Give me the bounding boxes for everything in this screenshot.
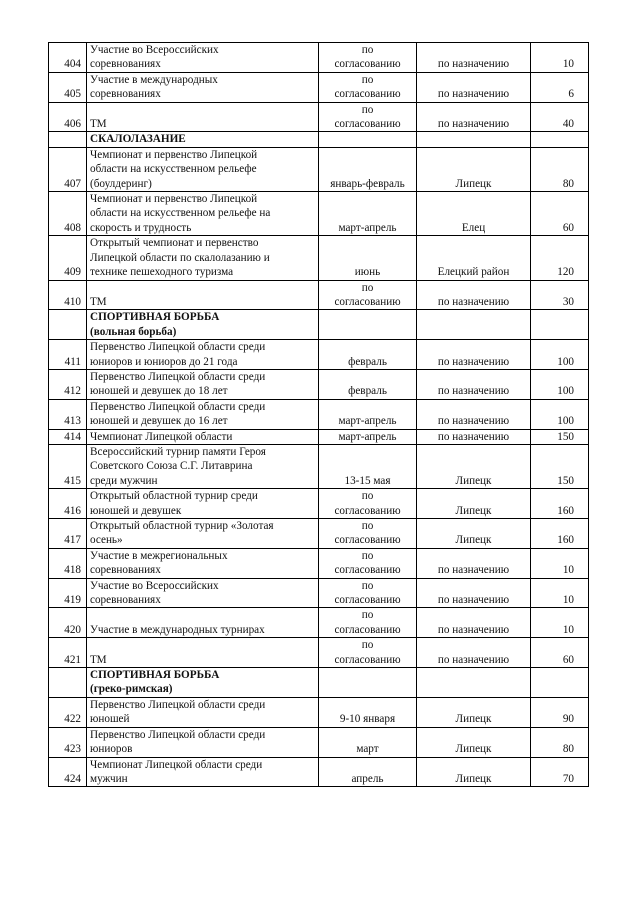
event-date [319, 429, 417, 444]
event-date [319, 102, 417, 132]
event-name-line: юношей [90, 713, 130, 726]
event-place: по назначению [417, 72, 531, 102]
row-number: 405 [49, 72, 87, 102]
row-number: 406 [49, 102, 87, 132]
table-row [49, 280, 589, 310]
event-date [319, 399, 417, 429]
table-row [49, 578, 589, 608]
table-row [49, 444, 589, 488]
event-name [87, 192, 319, 236]
event-name-line: ТМ [90, 118, 107, 131]
row-number: 404 [49, 43, 87, 73]
event-date [319, 697, 417, 727]
participants-count: 40 [531, 102, 589, 132]
event-date-line: 13-15 мая [344, 474, 391, 487]
event-name [87, 310, 319, 340]
row-number: 414 [49, 429, 87, 444]
event-place: Липецк [417, 147, 531, 191]
event-name [87, 429, 319, 444]
event-name-line: Участие во Всероссийских [90, 44, 219, 56]
event-name-line: ТМ [90, 295, 107, 308]
event-date-line: март-апрель [338, 415, 397, 428]
event-date-line: согласованию [334, 564, 401, 577]
event-date-line: по [361, 73, 374, 86]
event-name [87, 668, 319, 698]
event-date-line: апрель [351, 772, 384, 785]
participants-count: 10 [531, 548, 589, 578]
event-place: Липецк [417, 727, 531, 757]
event-name-line: Первенство Липецкой области среди [90, 341, 266, 354]
event-place: Липецк [417, 489, 531, 519]
event-name-line: юношей и девушек до 16 лет [90, 415, 228, 428]
row-number: 422 [49, 697, 87, 727]
event-date [319, 43, 417, 73]
event-name-line: области на искусственном рельефе [90, 163, 257, 176]
event-name-line: Первенство Липецкой области среди [90, 698, 266, 711]
participants-count: 160 [531, 489, 589, 519]
event-name-line: ТМ [90, 653, 107, 666]
event-name-line: Участие в межрегиональных [90, 549, 228, 562]
event-date-line: июнь [354, 266, 381, 279]
event-name-line: юниоров [90, 743, 133, 756]
table-row [49, 43, 589, 73]
event-name-line: юношей и девушек до 18 лет [90, 385, 228, 398]
event-date-line: март [356, 743, 379, 756]
table-row [49, 102, 589, 132]
event-name [87, 444, 319, 488]
event-date [319, 280, 417, 310]
event-name [87, 608, 319, 638]
event-name [87, 519, 319, 549]
event-name-line: Чемпионат и первенство Липецкой [90, 148, 258, 161]
table-row [49, 548, 589, 578]
event-name [87, 72, 319, 102]
row-number: 418 [49, 548, 87, 578]
event-place: по назначению [417, 280, 531, 310]
event-date [319, 72, 417, 102]
participants-count: 120 [531, 236, 589, 280]
event-date [319, 192, 417, 236]
event-date-line: согласованию [334, 295, 401, 308]
participants-count: 100 [531, 340, 589, 370]
table-row [49, 519, 589, 549]
event-name [87, 399, 319, 429]
event-date-line: согласованию [334, 534, 401, 547]
event-name [87, 578, 319, 608]
table-row [49, 369, 589, 399]
event-date [319, 757, 417, 787]
row-number: 410 [49, 280, 87, 310]
event-name-line: соревнованиях [90, 594, 161, 607]
event-name-line: (боулдеринг) [90, 177, 152, 190]
participants-count: 160 [531, 519, 589, 549]
event-date-line: согласованию [334, 118, 401, 131]
participants-count: 30 [531, 280, 589, 310]
table-row [49, 399, 589, 429]
section-title: (греко-римская) [90, 683, 173, 696]
event-place: по назначению [417, 638, 531, 668]
event-place: Елец [417, 192, 531, 236]
row-number [49, 668, 87, 698]
event-date-line: по [361, 639, 374, 652]
row-number: 411 [49, 340, 87, 370]
table-row [49, 697, 589, 727]
event-date [319, 519, 417, 549]
event-place [417, 310, 531, 340]
events-table [48, 42, 589, 787]
event-name-line: Участие в международных [90, 73, 218, 86]
event-name [87, 638, 319, 668]
table-row [49, 608, 589, 638]
event-date-line: по [361, 579, 374, 592]
event-date-line: февраль [348, 385, 387, 398]
event-name-line: Первенство Липецкой области среди [90, 370, 266, 383]
event-name-line: Чемпионат и первенство Липецкой [90, 193, 258, 206]
event-date-line: согласованию [334, 504, 401, 517]
event-date [319, 132, 417, 147]
participants-count [531, 132, 589, 147]
section-header-row [49, 132, 589, 147]
table-row [49, 638, 589, 668]
event-name [87, 236, 319, 280]
event-place: Липецк [417, 697, 531, 727]
event-place: Елецкий район [417, 236, 531, 280]
event-name [87, 727, 319, 757]
row-number: 413 [49, 399, 87, 429]
event-place: по назначению [417, 399, 531, 429]
participants-count: 10 [531, 43, 589, 73]
event-name-line: юношей и девушек [90, 504, 182, 517]
event-name [87, 43, 319, 73]
table-row [49, 757, 589, 787]
table-row [49, 192, 589, 236]
event-name-line: Участие во Всероссийских [90, 579, 219, 592]
participants-count: 10 [531, 578, 589, 608]
event-date [319, 668, 417, 698]
event-date [319, 147, 417, 191]
event-date [319, 236, 417, 280]
participants-count [531, 310, 589, 340]
row-number: 408 [49, 192, 87, 236]
row-number: 415 [49, 444, 87, 488]
event-place: по назначению [417, 429, 531, 444]
event-date [319, 727, 417, 757]
event-place [417, 668, 531, 698]
event-date [319, 489, 417, 519]
event-name-line: Всероссийский турнир памяти Героя [90, 445, 266, 458]
event-date [319, 578, 417, 608]
event-name [87, 489, 319, 519]
participants-count: 6 [531, 72, 589, 102]
participants-count: 80 [531, 147, 589, 191]
participants-count: 150 [531, 429, 589, 444]
row-number: 419 [49, 578, 87, 608]
event-date-line: согласованию [334, 653, 401, 666]
event-name-line: Липецкой области по скалолазанию и [90, 251, 270, 264]
event-place: Липецк [417, 757, 531, 787]
participants-count: 100 [531, 369, 589, 399]
event-place: по назначению [417, 548, 531, 578]
row-number: 420 [49, 608, 87, 638]
event-date-line: по [361, 520, 374, 532]
event-name-line: Открытый областной турнир среди [90, 490, 258, 503]
event-name-line: Открытый областной турнир «Золотая [90, 520, 274, 532]
event-date-line: по [361, 549, 374, 562]
event-date-line: по [361, 609, 374, 622]
row-number: 423 [49, 727, 87, 757]
row-number: 424 [49, 757, 87, 787]
participants-count: 60 [531, 192, 589, 236]
event-date [319, 638, 417, 668]
participants-count: 70 [531, 757, 589, 787]
event-name-line: осень» [90, 534, 123, 547]
participants-count: 60 [531, 638, 589, 668]
section-title: СКАЛОЛАЗАНИЕ [90, 133, 186, 146]
participants-count: 150 [531, 444, 589, 488]
event-name-line: среди мужчин [90, 474, 158, 487]
event-name [87, 757, 319, 787]
event-place: Липецк [417, 444, 531, 488]
event-place [417, 132, 531, 147]
event-name-line: Открытый чемпионат и первенство [90, 237, 259, 250]
row-number [49, 132, 87, 147]
event-place: Липецк [417, 519, 531, 549]
participants-count: 10 [531, 608, 589, 638]
event-name-line: соревнованиях [90, 88, 161, 101]
section-header-row [49, 310, 589, 340]
row-number: 417 [49, 519, 87, 549]
event-place: по назначению [417, 340, 531, 370]
section-header-row [49, 668, 589, 698]
event-date [319, 340, 417, 370]
event-name [87, 369, 319, 399]
event-date-line: по [361, 281, 374, 294]
section-title: СПОРТИВНАЯ БОРЬБА [90, 669, 220, 682]
event-name-line: Первенство Липецкой области среди [90, 400, 266, 413]
event-name-line: Чемпионат Липецкой области среди [90, 758, 263, 771]
event-place: по назначению [417, 608, 531, 638]
event-date-line: согласованию [334, 58, 401, 71]
row-number: 421 [49, 638, 87, 668]
row-number [49, 310, 87, 340]
event-name [87, 147, 319, 191]
table-row [49, 727, 589, 757]
participants-count [531, 668, 589, 698]
event-date-line: 9-10 января [339, 713, 396, 726]
event-date-line: согласованию [334, 88, 401, 101]
event-date-line: по [361, 490, 374, 503]
event-name [87, 548, 319, 578]
table-row [49, 340, 589, 370]
event-name [87, 340, 319, 370]
table-row [49, 489, 589, 519]
event-name-line: Первенство Липецкой области среди [90, 728, 266, 741]
event-name-line: скорость и трудность [90, 221, 192, 234]
event-name-line: Участие в международных турнирах [90, 623, 265, 636]
table-row [49, 236, 589, 280]
event-date-line: март-апрель [338, 430, 397, 443]
event-date [319, 608, 417, 638]
participants-count: 90 [531, 697, 589, 727]
participants-count: 80 [531, 727, 589, 757]
section-title: (вольная борьба) [90, 325, 177, 338]
event-name-line: технике пешеходного туризма [90, 266, 234, 279]
event-date-line: по [361, 103, 374, 116]
participants-count: 100 [531, 399, 589, 429]
event-name [87, 102, 319, 132]
event-date-line: согласованию [334, 594, 401, 607]
table-row [49, 147, 589, 191]
table-row [49, 429, 589, 444]
event-name-line: соревнованиях [90, 58, 161, 71]
event-name-line: Советского Союза С.Г. Литаврина [90, 460, 253, 473]
event-place: по назначению [417, 102, 531, 132]
event-date-line: согласованию [334, 623, 401, 636]
row-number: 409 [49, 236, 87, 280]
event-name [87, 697, 319, 727]
event-date [319, 310, 417, 340]
section-title: СПОРТИВНАЯ БОРЬБА [90, 311, 220, 324]
event-place: по назначению [417, 369, 531, 399]
event-date [319, 369, 417, 399]
row-number: 407 [49, 147, 87, 191]
event-name [87, 132, 319, 147]
event-name [87, 280, 319, 310]
event-place: по назначению [417, 43, 531, 73]
event-name-line: соревнованиях [90, 564, 161, 577]
event-date-line: январь-февраль [330, 177, 405, 190]
table-row [49, 72, 589, 102]
event-date [319, 548, 417, 578]
event-name-line: мужчин [90, 772, 128, 785]
event-date-line: март-апрель [338, 221, 397, 234]
event-date-line: февраль [348, 355, 387, 368]
event-date-line: по [361, 44, 374, 56]
row-number: 412 [49, 369, 87, 399]
event-date [319, 444, 417, 488]
event-name-line: Чемпионат Липецкой области [90, 430, 233, 443]
event-name-line: области на искусственном рельефе на [90, 207, 271, 220]
event-name-line: юниоров и юниоров до 21 года [90, 355, 238, 368]
row-number: 416 [49, 489, 87, 519]
event-place: по назначению [417, 578, 531, 608]
